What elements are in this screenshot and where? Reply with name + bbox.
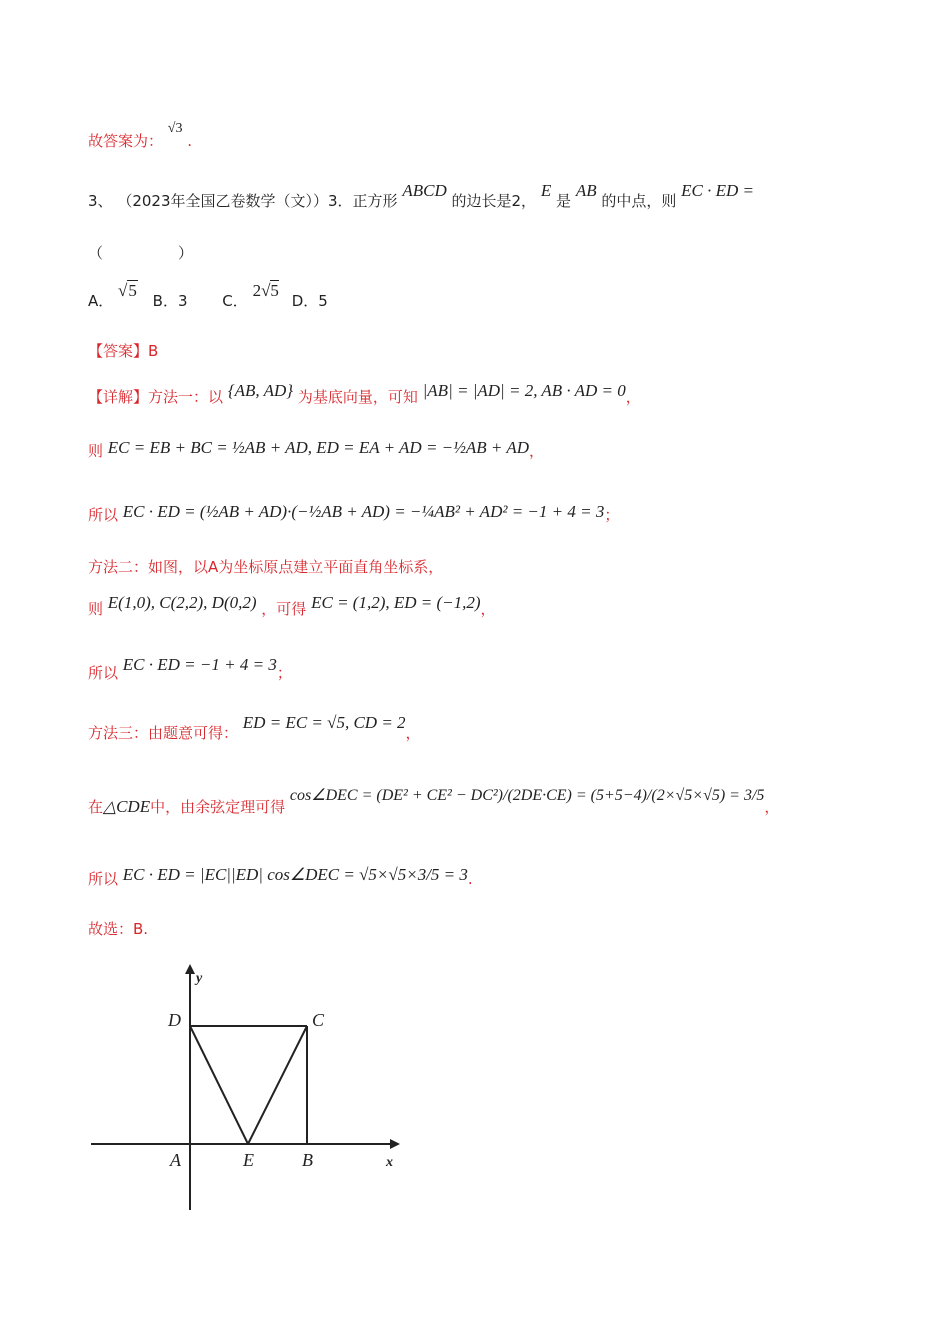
method1-ec-ed: EC = EB + BC = ½AB + AD, ED = EA + AD = −½AB + AD bbox=[107, 438, 529, 457]
option-a-label: A． bbox=[88, 292, 114, 310]
method1-result-expr: EC · ED = (½AB + AD)·(−½AB + AD) = −¼AB² + AD² = −1 + 4 = 3 bbox=[122, 502, 605, 521]
method2-result: 所以 EC · ED = −1 + 4 = 3； bbox=[88, 655, 292, 682]
method3-cos-expr: cos∠DEC = (DE² + CE² − DC²)/(2DE·CE) = (5+5−4)/(2×√5×√5) = 3/5 bbox=[289, 787, 765, 804]
question-text-3: 的中点，则 bbox=[601, 192, 677, 210]
segment-ce bbox=[248, 1026, 307, 1144]
detail-label: 【详解】 bbox=[88, 388, 149, 406]
method2-kede: ，可得 bbox=[261, 600, 307, 618]
option-a-value: √5 bbox=[118, 281, 137, 300]
label-a: A bbox=[170, 1150, 181, 1170]
option-c-value: 2√5 bbox=[252, 281, 279, 300]
method2-vectors: EC = (1,2), ED = (−1,2) bbox=[311, 593, 481, 612]
method3-law: 中，由余弦定理可得 bbox=[150, 798, 286, 816]
method1-vectors: 则 EC = EB + BC = ½AB + AD, ED = EA + AD = −½AB + AD， bbox=[88, 438, 544, 460]
method1-so: 所以 bbox=[88, 506, 119, 524]
previous-answer-value: √3 bbox=[167, 121, 183, 136]
method2-so: 所以 bbox=[88, 664, 119, 682]
question-expression: EC · ED = bbox=[681, 181, 755, 200]
method2-intro: 方法二：如图，以A为坐标原点建立平面直角坐标系， bbox=[88, 558, 444, 576]
question-text-1: 的边长是2， bbox=[451, 192, 537, 210]
y-axis-arrow-icon bbox=[185, 964, 195, 974]
label-b: B bbox=[302, 1150, 313, 1170]
option-c-label: C． bbox=[222, 292, 248, 310]
method2-result-expr: EC · ED = −1 + 4 = 3 bbox=[122, 655, 277, 674]
label-y: y bbox=[196, 971, 203, 986]
method1-result: 所以 EC · ED = (½AB + AD)·(−½AB + AD) = −¼AB² + AD² = −1 + 4 = 3； bbox=[88, 502, 620, 524]
answer-blank: （ ） bbox=[88, 244, 194, 262]
answer-label: 【答案】 bbox=[88, 342, 149, 360]
method2-then: 则 bbox=[88, 600, 104, 618]
method1-then: 则 bbox=[88, 442, 104, 460]
options-row bbox=[88, 281, 328, 311]
label-c: C bbox=[312, 1010, 325, 1030]
method2-point-coords: E(1,0), C(2,2), D(0,2) bbox=[107, 593, 257, 612]
method3-so: 所以 bbox=[88, 870, 119, 888]
answer-value: B bbox=[148, 342, 159, 360]
question-source: （2023年全国乙卷数学（文））3．正方形 bbox=[117, 192, 398, 210]
option-d: D．5 bbox=[291, 292, 328, 310]
method2-points: 则 E(1,0), C(2,2), D(0,2) ，可得 EC = (1,2), ED = (−1,2)， bbox=[88, 593, 496, 618]
method3-intro-text: 方法三：由题意可得： bbox=[88, 724, 239, 742]
point-e: E bbox=[540, 181, 552, 200]
question-text-2: 是 bbox=[556, 192, 572, 210]
previous-answer bbox=[88, 121, 193, 151]
method3-cosine: 在△CDE中，由余弦定理可得 cos∠DEC = (DE² + CE² − DC²)/(2DE·CE) = (5+5−4)/(2×√5×√5) = 3/5， bbox=[88, 787, 780, 816]
question-3 bbox=[88, 181, 755, 211]
method3-result-expr: EC · ED = |EC||ED| cos∠DEC = √5×√5×3/5 = 3 bbox=[122, 865, 468, 884]
x-axis-arrow-icon bbox=[390, 1139, 400, 1149]
label-d: D bbox=[168, 1010, 181, 1030]
conclusion: 故选：B. bbox=[88, 920, 149, 938]
previous-answer-label: 故答案为： bbox=[88, 132, 164, 150]
method1-condition: |AB| = |AD| = 2, AB · AD = 0 bbox=[422, 381, 626, 400]
method1-basis: {AB, AD} bbox=[227, 381, 294, 400]
label-x: x bbox=[386, 1155, 393, 1170]
label-e: E bbox=[243, 1150, 254, 1170]
method1-intro-text: 方法一：以 bbox=[148, 388, 224, 406]
answer-line bbox=[88, 340, 158, 361]
method1-intro: 【详解】方法一：以 {AB, AD} 为基底向量，可知 |AB| = |AD| = 2, AB · AD = 0， bbox=[88, 381, 641, 406]
previous-answer-end: . bbox=[187, 132, 193, 150]
coordinate-figure bbox=[86, 960, 416, 1220]
option-b: B．3 bbox=[152, 292, 188, 310]
method1-text: 为基底向量，可知 bbox=[297, 388, 418, 406]
segment-ab: AB bbox=[575, 181, 597, 200]
square-name: ABCD bbox=[402, 181, 447, 200]
question-number: 3、 bbox=[88, 192, 113, 210]
method3-intro: 方法三：由题意可得： ED = EC = √5, CD = 2， bbox=[88, 713, 421, 742]
method3-triangle: △CDE bbox=[103, 797, 151, 816]
segment-de bbox=[190, 1026, 248, 1144]
method3-in: 在 bbox=[88, 798, 104, 816]
method3-equation: ED = EC = √5, CD = 2 bbox=[242, 713, 406, 732]
method3-result: 所以 EC · ED = |EC||ED| cos∠DEC = √5×√5×3/5 = 3. bbox=[88, 865, 473, 888]
